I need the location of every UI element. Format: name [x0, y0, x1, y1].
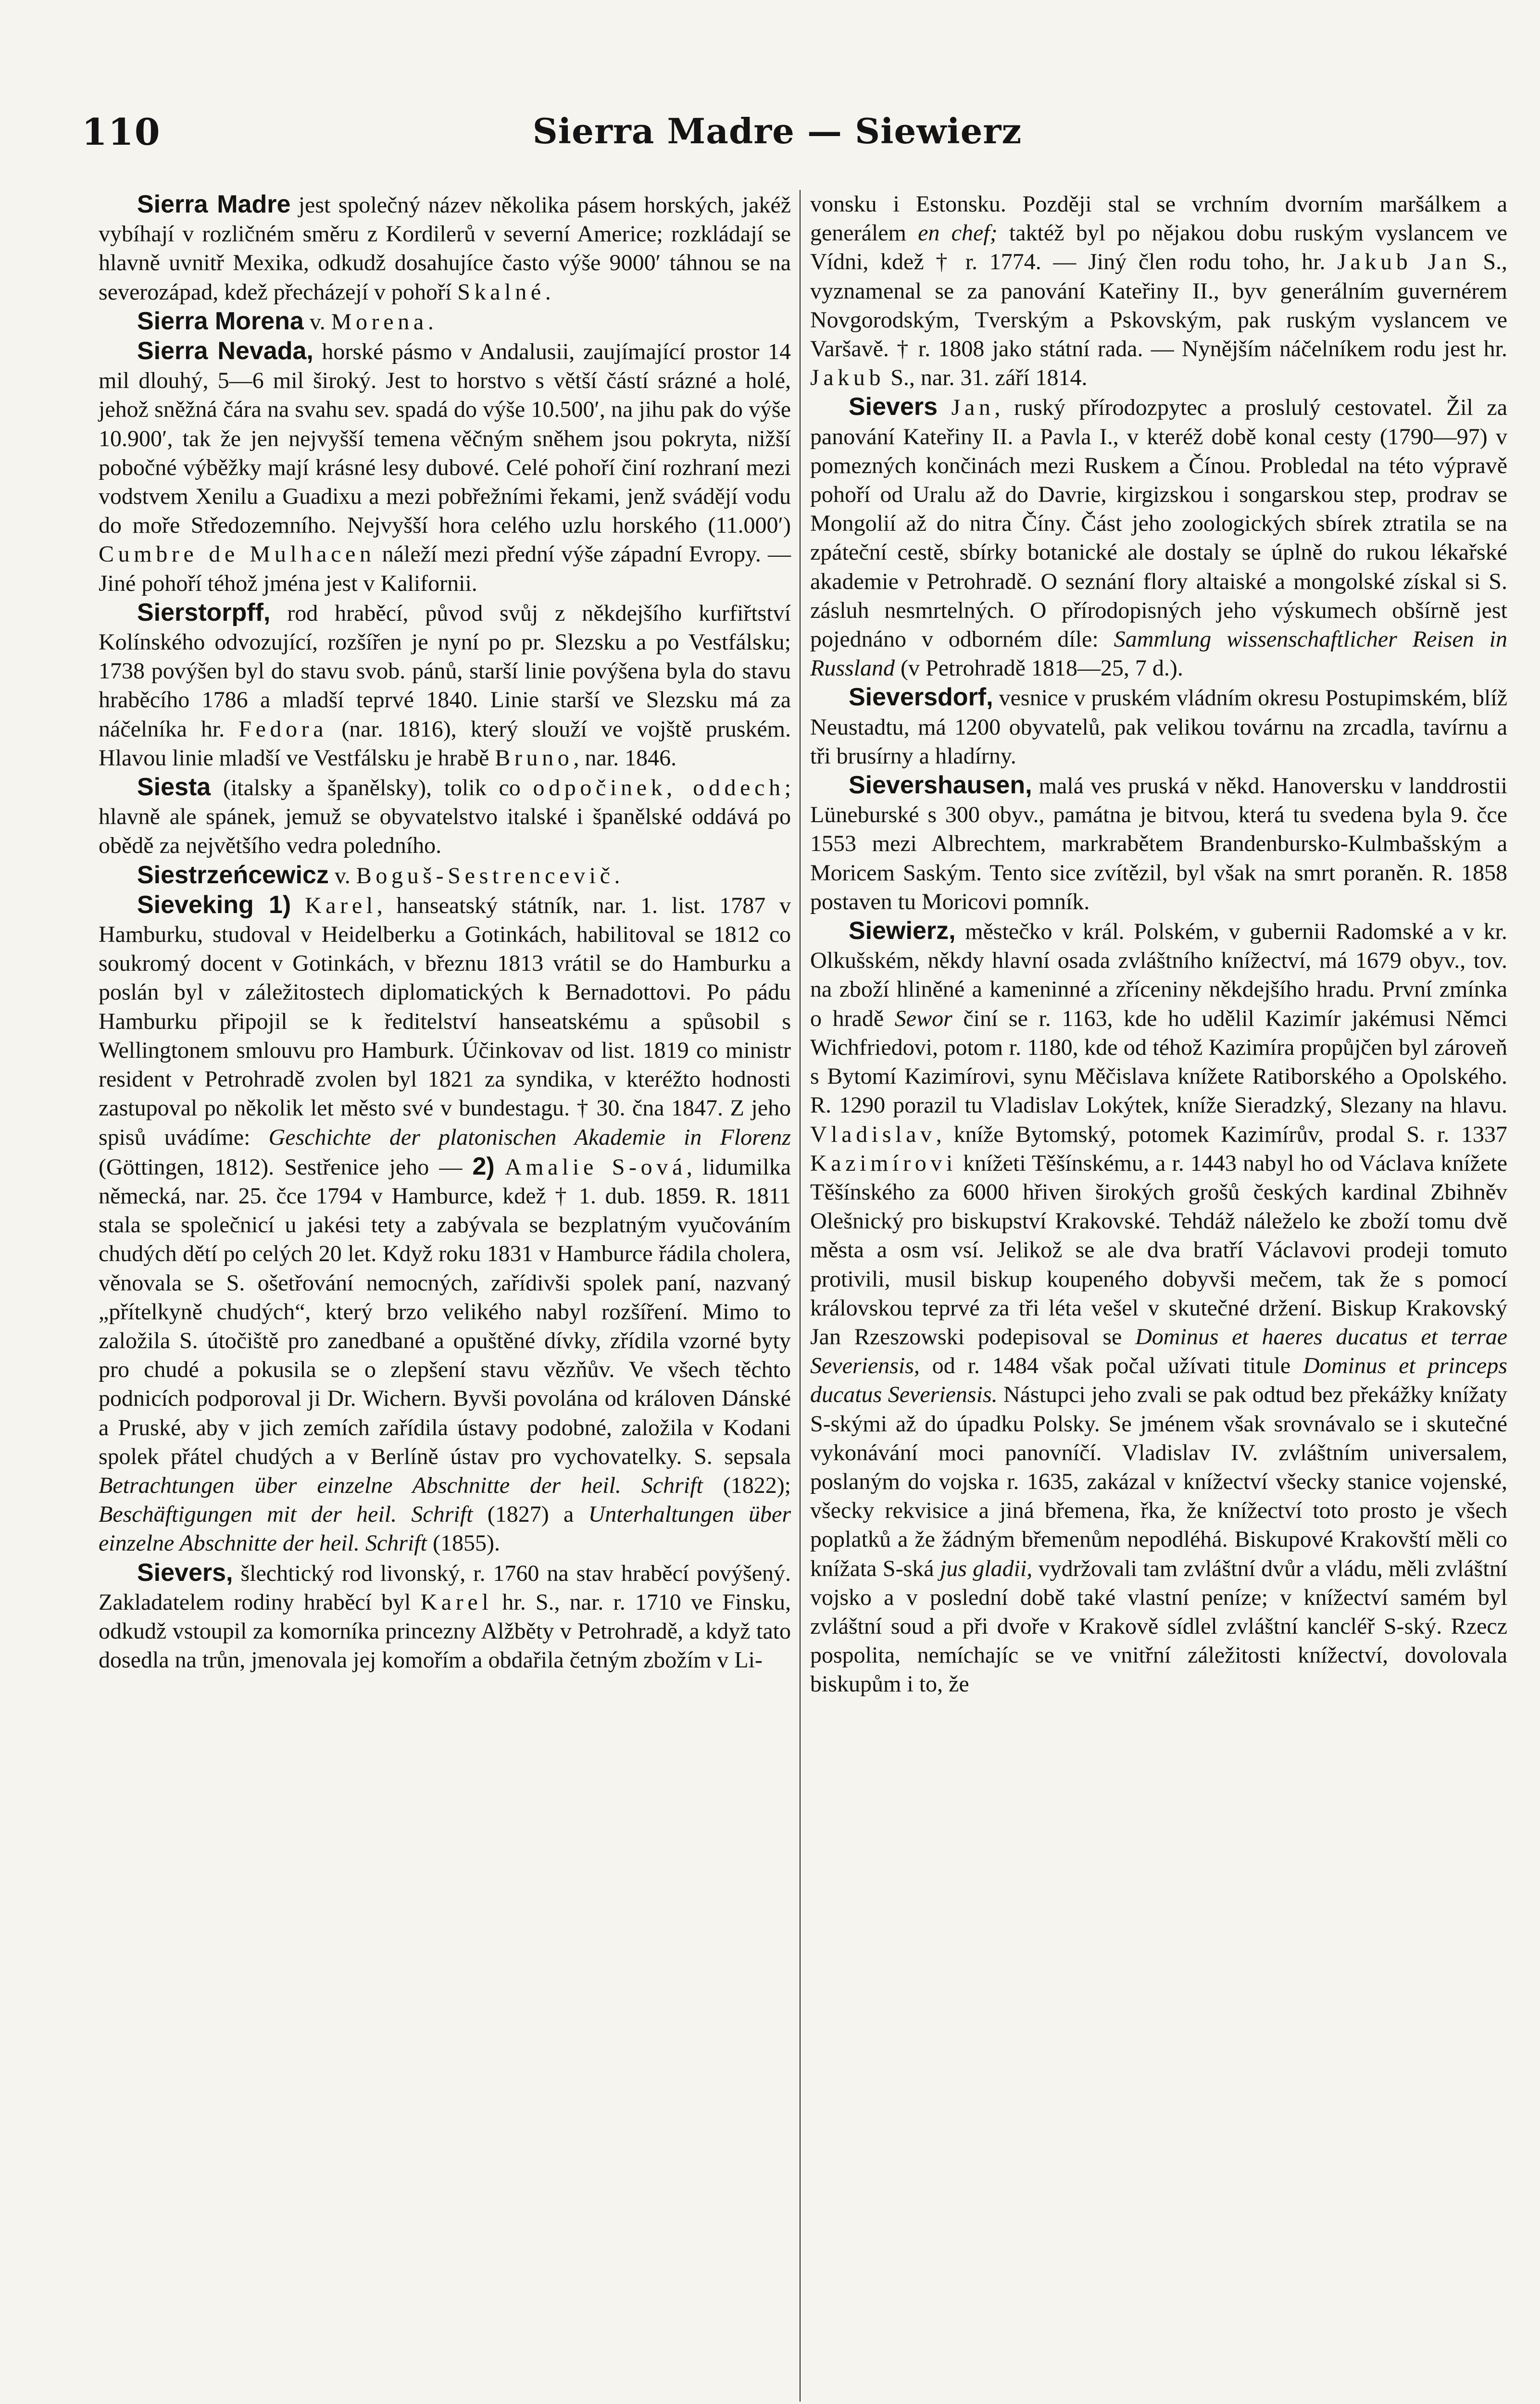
column-divider: [800, 190, 801, 2402]
entry-text: (1822);: [723, 1472, 791, 1498]
entry-text: taktéž byl po nějakou dobu ruským vyslancem ve Vídni, kdež † r. 1774. — Jiný člen rodu toho, hr.: [810, 220, 1508, 275]
spaced-term: Karel: [305, 892, 377, 918]
headword: Siewierz,: [849, 917, 956, 945]
entry-siewierz: [810, 916, 1507, 1699]
entry-text: .: [614, 863, 620, 889]
italic-term: Dominus et haeres ducatus et terrae Severiensis,: [810, 1324, 1508, 1379]
headword: Sierra Nevada,: [137, 337, 313, 365]
sub-headword: 2): [472, 1152, 495, 1180]
headword: Sieversdorf,: [849, 683, 993, 712]
italic-term: Sewor: [894, 1005, 952, 1031]
entry-text: Nástupci jeho zvali se pak odtud bez překážky knížaty S-skými až do úpadku Polsky. Se jménem však srovnávalo se i skutečné vykonávání moci panovníčí. Vladislav IV. zvláštním universalem, poslaným do vojska r. 1635, zakázal v knížectví všecky stanice vojenské, všecky rekvisice a jiná břemena, řka, že knížectví toto prosto je všech poplatků a že žádným břemenům nepodléhá. Biskupové Krakovští měli co knížata S-ská: [810, 1382, 1508, 1581]
entry-sievershausen: [810, 771, 1507, 916]
entry-text: (1827) a: [487, 1502, 574, 1528]
italic-title: Sammlung wissenschaftlicher Reisen in Russland: [810, 626, 1508, 681]
headword: Sierstorpff,: [137, 598, 271, 626]
entry-text: (Göttingen, 1812). Sestřenice jeho —: [99, 1154, 463, 1180]
entry-sievers-jan: [810, 392, 1507, 683]
entry-text: , lidumilka německá, nar. 25. čce 1794 v Hamburce, kdež † 1. dub. 1859. R. 1811 stala se společnicí u jakési tety a zabývala se bezplatným vyučováním chudých dětí po celých 20 let. Když roku 1831 v Hamburce řádila cholera, věnovala se S. ošetřování nemocných, zařídivši spolek paní, nazvaný „přítelkyně chudých“, který brzo velikého nabyl rozšíření. Mimo to založila S. útočiště pro zanedbané a opuštěné dívky, zřídila vzorné byty pro chudé a pokusila se o zlepšení stavu vězňův. Ve všech těchto podnicích podporoval ji Dr. Wichern. Byvši povolána od královen Dánské a Pruské, aby v jich zemích zařídila ústavy podobné, založila v Kodani spolek přátel chudých a v Berlíně ústav pro vychovatelky. S. sepsala: [99, 1154, 791, 1469]
headword: Siestrzeńcewicz: [137, 861, 329, 889]
entry-text: ; hlavně ale spánek, jemuž se obyvatelstvo italské i španělské oddává po obědě za největšího vedra poledního.: [99, 775, 791, 859]
entry-text: .: [427, 309, 434, 335]
entry-sierra-nevada: [99, 337, 791, 598]
spaced-term: Kazimírovi: [810, 1150, 957, 1176]
entry-text: (1855).: [432, 1530, 500, 1556]
entry-text: šlechtický rod livonský, r. 1760 na stav hraběcí povýšený. Zakladatelem rodiny hraběcí byl: [99, 1560, 791, 1615]
italic-title: Geschichte der platonischen Akademie in Florenz: [268, 1124, 791, 1150]
headword: Sierra Morena: [137, 307, 304, 335]
entry-text: malá ves pruská v někd. Hanoversku v landdrostii Lüneburské s 300 obyv., památna je bitvou, která tu svedena byla 9. čce 1553 mezi Albrechtem, markrabětem Brandenbursko-Kulmbašským a Moricem Saským. Tento sice zvítězil, byl však na smrt poraněn. R. 1858 postaven tu Moricovi pomník.: [810, 773, 1508, 914]
entry-sieveking: [99, 890, 791, 1558]
spaced-term: Morena: [331, 309, 428, 335]
italic-title: Beschäftigungen mit der heil. Schrift: [99, 1502, 473, 1528]
headword: Sievers,: [137, 1558, 233, 1587]
italic-term: Dominus et princeps ducatus Severiensis.: [810, 1353, 1508, 1408]
entry-text: náleží mezi přední výše západní Evropy. — Jiné pohoří téhož jména jest v Kalifornii.: [99, 541, 791, 596]
entry-text: vesnice v pruském vládním okresu Postupimském, blíž Neustadtu, má 1200 obyvatelů, pak velikou továrnu na zrcadla, tavírnu a tři brusírny a hladírny.: [810, 685, 1507, 769]
italic-title: Betrachtungen über einzelne Abschnitte der heil. Schrift: [99, 1472, 703, 1498]
italic-term: jus gladii,: [939, 1555, 1033, 1581]
entry-text: rod hraběcí, původ svůj z někdejšího kurfiřtství Kolínského odvozující, rozšířen je nyní po pr. Slezsku a po Vestfálsku; 1738 povýšen byl do stavu svob. pánů, starší linie povýšena byla do stavu hraběcího 1786 a mladší teprvé 1840. Linie starší ve Slezsku má za náčelníka hr.: [99, 600, 791, 742]
spaced-term: Skalné: [457, 279, 545, 305]
spaced-term: Jakub Jan: [1337, 249, 1471, 275]
entry-text: , kníže Bytomský, potomek Kazimírův, prodal S. r. 1337: [936, 1121, 1507, 1147]
spaced-term: Jan: [951, 395, 995, 421]
spaced-term: Cumbre de Mulhacen: [99, 541, 376, 567]
entry-siesta: [99, 773, 791, 861]
headword: Siesta: [137, 773, 211, 801]
left-column: [99, 190, 791, 1675]
entry-text: knížeti Těšínskému, a r. 1443 nabyl ho od Václava knížete Těšínského za 6000 hřiven širokých grošů českých kardinal Zbihněv Olešnický pro biskupství Krakovské. Tehdáž náleželo ke zboží tomu dvě města a osm vsí. Jelikož se ale dva bratří Václavovi prodeji tomuto protivili, musil biskup koupeného dobyvši mečem, tak že s pomocí královskou teprvé za tři léta vešel v skutečné držení. Biskup Krakovský Jan Rzeszowski podepisoval se: [810, 1150, 1507, 1350]
headword: Sievershausen,: [849, 771, 1032, 800]
entry-text: od r. 1484 však počal užívati titule: [932, 1353, 1291, 1379]
entry-text: (v Petrohradě 1818—25, 7 d.).: [901, 655, 1183, 681]
page-header: [82, 111, 1473, 163]
entry-sievers-family: [99, 1558, 791, 1675]
spaced-term: Vladislav: [810, 1121, 936, 1147]
entry-text: , ruský přírodozpytec a proslulý cestovatel. Žil za panování Kateřiny II. a Pavla I., v kteréž době konal cesty (1790—97) v pomezných končinách mezi Ruskem a Čínou. Probledal na této výpravě pohoří od Uralu až do Davrie, kirgizskou i songarskou step, prodrav se Mongolií až do nitra Číny. Část jeho zoologických sbírek ztratila se na zpáteční cestě, sbírky botanické ale dostaly se úplně do rukou lékařské akademie v Petrohradě. O seznání flory altaiské a mongolské získal si S. zásluh nesmrtelných. O přírodopisných jeho výskumech obšírně jest pojednáno v odborném díle:: [810, 395, 1508, 652]
right-column: [810, 190, 1507, 1699]
entry-text: činí se r. 1163, kde ho udělil Kazimír jakémusi Němci Wichfriedovi, potom r. 1180, kde od téhož Kazimíra propůjčen byl zároveň s Bytomí Kazimírovi, synu Měčislava knížete Ratiborského a Opolského. R. 1290 porazil tu Vladislav Lokýtek, kníže Sieradzký, Slezany na hlavu.: [810, 1005, 1508, 1118]
entry-sievers-continued: [810, 190, 1507, 392]
spaced-term: Amalie S-ová: [504, 1154, 687, 1180]
entry-text: v.: [309, 309, 326, 335]
entry-text: vydržovali tam zvláštní dvůr a vládu, měli zvláštní vojsko a v poslední době také vlastní peníze; v knížectví samém byl zvláštní soud a při dvoře v Krakově sídlel zvláštní kancléř S-ský. Rzecz pospolita, nemíchajíc se ve vnitřní záležitosti knížectví, dovolovala biskupům i to, že: [810, 1555, 1508, 1697]
spaced-term: Fedora: [238, 716, 328, 742]
entry-text: jest společný název několika pásem horských, jakéž vybíhají v rozličném směru z Kordilerů v severní Americe; rozkládají se hlavně uvnitř Mexika, odkudž dosahujíce často výše 9000′ táhnou se na severozápad, kdež přecházejí v pohoří: [99, 192, 791, 305]
entry-text: (nar. 1816), který slouží ve vojště pruském. Hlavou linie mladší ve Vestfálsku je hrabě: [99, 716, 791, 771]
entry-text: (italsky a španělsky), tolik co: [223, 775, 521, 801]
spaced-term: odpočinek, oddech: [533, 775, 785, 801]
entry-text: , hanseatský státník, nar. 1. list. 1787 v Hamburku, studoval v Heidelberku a Gotinkách, habilitoval se 1812 co soukromý docent v Gotinkách, v březnu 1813 vrátil se do Hamburku a poslán byl v záležitostech diplomatických k Bernadottovi. Po pádu Hamburku připojil se k ředitelství hanseatskému a spůsobil s Wellingtonem smlouvu pro Hamburk. Účinkovav od list. 1819 co ministr resident v Petrohradě zvolen byl 1821 za syndika, v kteréžto hodnosti zastupoval po několik let město své v bundestagu. † 30. čna 1847. Z jeho spisů uvádíme:: [99, 892, 791, 1150]
headword: Sieveking 1): [137, 890, 291, 919]
entry-sierra-morena: [99, 307, 791, 337]
page-number: 110: [82, 111, 161, 153]
entry-sierstorpff: [99, 598, 791, 773]
italic-term: en chef;: [918, 220, 998, 246]
entry-text: vonsku i Estonsku. Později stal se vrchním dvorním maršálkem a generálem: [810, 191, 1507, 246]
entry-sierra-madre: [99, 190, 791, 307]
headword: Sievers: [849, 393, 938, 421]
spaced-term: Boguš-Sestrencevič: [356, 863, 614, 889]
entry-text: , nar. 1846.: [573, 745, 677, 771]
entry-text: S., vyznamenal se za panování Kateřiny II., byv generálním guvernérem Novgorodským, Tverským a Pskovským, pak ruským vyslancem ve Varšavě. † r. 1808 jako státní rada. — Nynějším náčelníkem rodu jest hr.: [810, 249, 1508, 362]
entry-text: horské pásmo v Andalusii, zaujímající prostor 14 mil dlouhý, 5—6 mil široký. Jest to horstvo s větší částí srázné a holé, jehož sněžná čára na svahu sev. spadá do výše 10.500′, na jihu pak do výše 10.900′, tak že jen nejvyšší temena věčným sněhem jsou pokryta, nižší pobočné výběžky mají krásné lesy dubové. Celé pohoří činí rozhraní mezi vodstvem Xenilu a Guadixu a mezi pobřežními řekami, jenž svádějí vodu do moře Středozemního. Nejvyšší hora celého uzlu horského (11.000′): [99, 339, 791, 538]
spaced-term: Jakub: [810, 365, 885, 391]
italic-title: Unterhaltungen über einzelne Abschnitte der heil. Schrift: [99, 1502, 791, 1556]
headword: Sierra Madre: [137, 190, 291, 218]
entry-text: .: [545, 279, 551, 305]
entry-sieversdorf: [810, 683, 1507, 771]
entry-siestrzencewicz: [99, 861, 791, 890]
running-head: Sierra Madre — Siewierz: [532, 111, 1022, 151]
spaced-term: Bruno: [495, 745, 574, 771]
entry-text: v.: [334, 863, 351, 889]
entry-text: městečko v král. Polském, v gubernii Radomské a v kr. Olkušském, někdy hlavní osada zvláštního knížectví, má 1679 obyv., tov. na zboží hliněné a kameninné a zříceniny někdejšího hradu. První zmínka o hradě: [810, 919, 1508, 1031]
entry-text: S., nar. 31. září 1814.: [890, 365, 1088, 391]
entry-text: hr. S., nar. r. 1710 ve Finsku, odkudž vstoupil za komorníka princezny Alžběty v Petrohradě, a když tato dosedla na trůn, jmenovala jej komořím a obdařila četným zbožím v Li-: [99, 1589, 791, 1673]
spaced-term: Karel: [420, 1589, 493, 1615]
